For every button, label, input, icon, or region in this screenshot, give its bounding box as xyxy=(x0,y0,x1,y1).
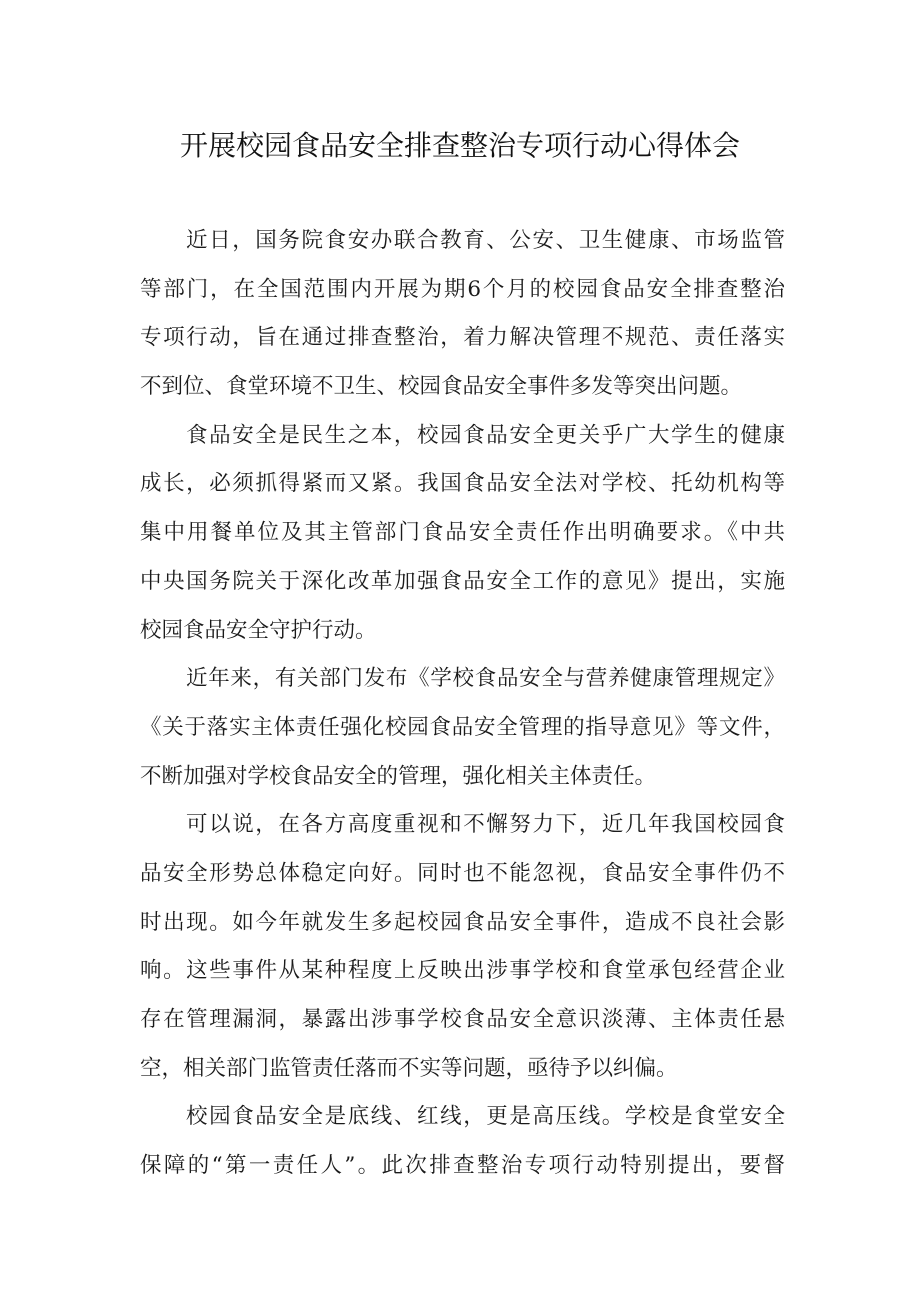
document-body xyxy=(140,217,785,1191)
paragraph xyxy=(140,217,785,412)
paragraph xyxy=(140,801,785,1093)
paragraph-line: 专项行动，旨在通过排查整治，着力解决管理不规范、责任落实 xyxy=(140,325,785,351)
paragraph-line: 不断加强对学校食品安全的管理，强化相关主体责任。 xyxy=(140,763,657,789)
document-title: 开展校园食品安全排查整治专项行动心得体会 xyxy=(179,129,740,162)
paragraph-line: 成长，必须抓得紧而又紧。我国食品安全法对学校、托幼机构等 xyxy=(140,471,785,497)
paragraph xyxy=(140,655,785,801)
paragraph-line: 品安全形势总体稳定向好。同时也不能忽视，食品安全事件仍不 xyxy=(140,860,785,886)
paragraph-line: 空，相关部门监管责任落而不实等问题，亟待予以纠偏。 xyxy=(140,1055,678,1081)
paragraph xyxy=(140,1093,785,1190)
paragraph-line: 食品安全是民生之本，校园食品安全更关乎广大学生的健康 xyxy=(186,422,785,448)
paragraph-line: 响。这些事件从某种程度上反映出涉事学校和食堂承包经营企业 xyxy=(140,958,785,984)
paragraph-line: 等部门，在全国范围内开展为期6个月的校园食品安全排查整治 xyxy=(140,276,785,302)
paragraph-line: 近日，国务院食安办联合教育、公安、卫生健康、市场监管 xyxy=(186,228,785,253)
paragraph-line: 可以说，在各方高度重视和不懈努力下，近几年我国校园食 xyxy=(186,812,785,838)
paragraph-line: 保障的“第一责任人”。此次排查整治专项行动特别提出，要督 xyxy=(140,1153,785,1179)
paragraph-line: 存在管理漏洞，暴露出涉事学校食品安全意识淡薄、主体责任悬 xyxy=(140,1007,785,1032)
paragraph xyxy=(140,412,785,655)
paragraph-line: 《关于落实主体责任强化校园食品安全管理的指导意见》等文件， xyxy=(140,714,785,740)
paragraph-line: 近年来，有关部门发布《学校食品安全与营养健康管理规定》 xyxy=(186,666,785,692)
paragraph-line: 不到位、食堂环境不卫生、校园食品安全事件多发等突出问题。 xyxy=(140,374,743,400)
paragraph-line: 校园食品安全守护行动。 xyxy=(140,617,377,643)
paragraph-line: 校园食品安全是底线、红线，更是高压线。学校是食堂安全 xyxy=(186,1104,785,1130)
paragraph-line: 时出现。如今年就发生多起校园食品安全事件，造成不良社会影 xyxy=(140,909,785,935)
paragraph-line: 集中用餐单位及其主管部门食品安全责任作出明确要求。《中共 xyxy=(140,520,785,546)
paragraph-line: 中央国务院关于深化改革加强食品安全工作的意见》提出，实施 xyxy=(140,568,785,594)
